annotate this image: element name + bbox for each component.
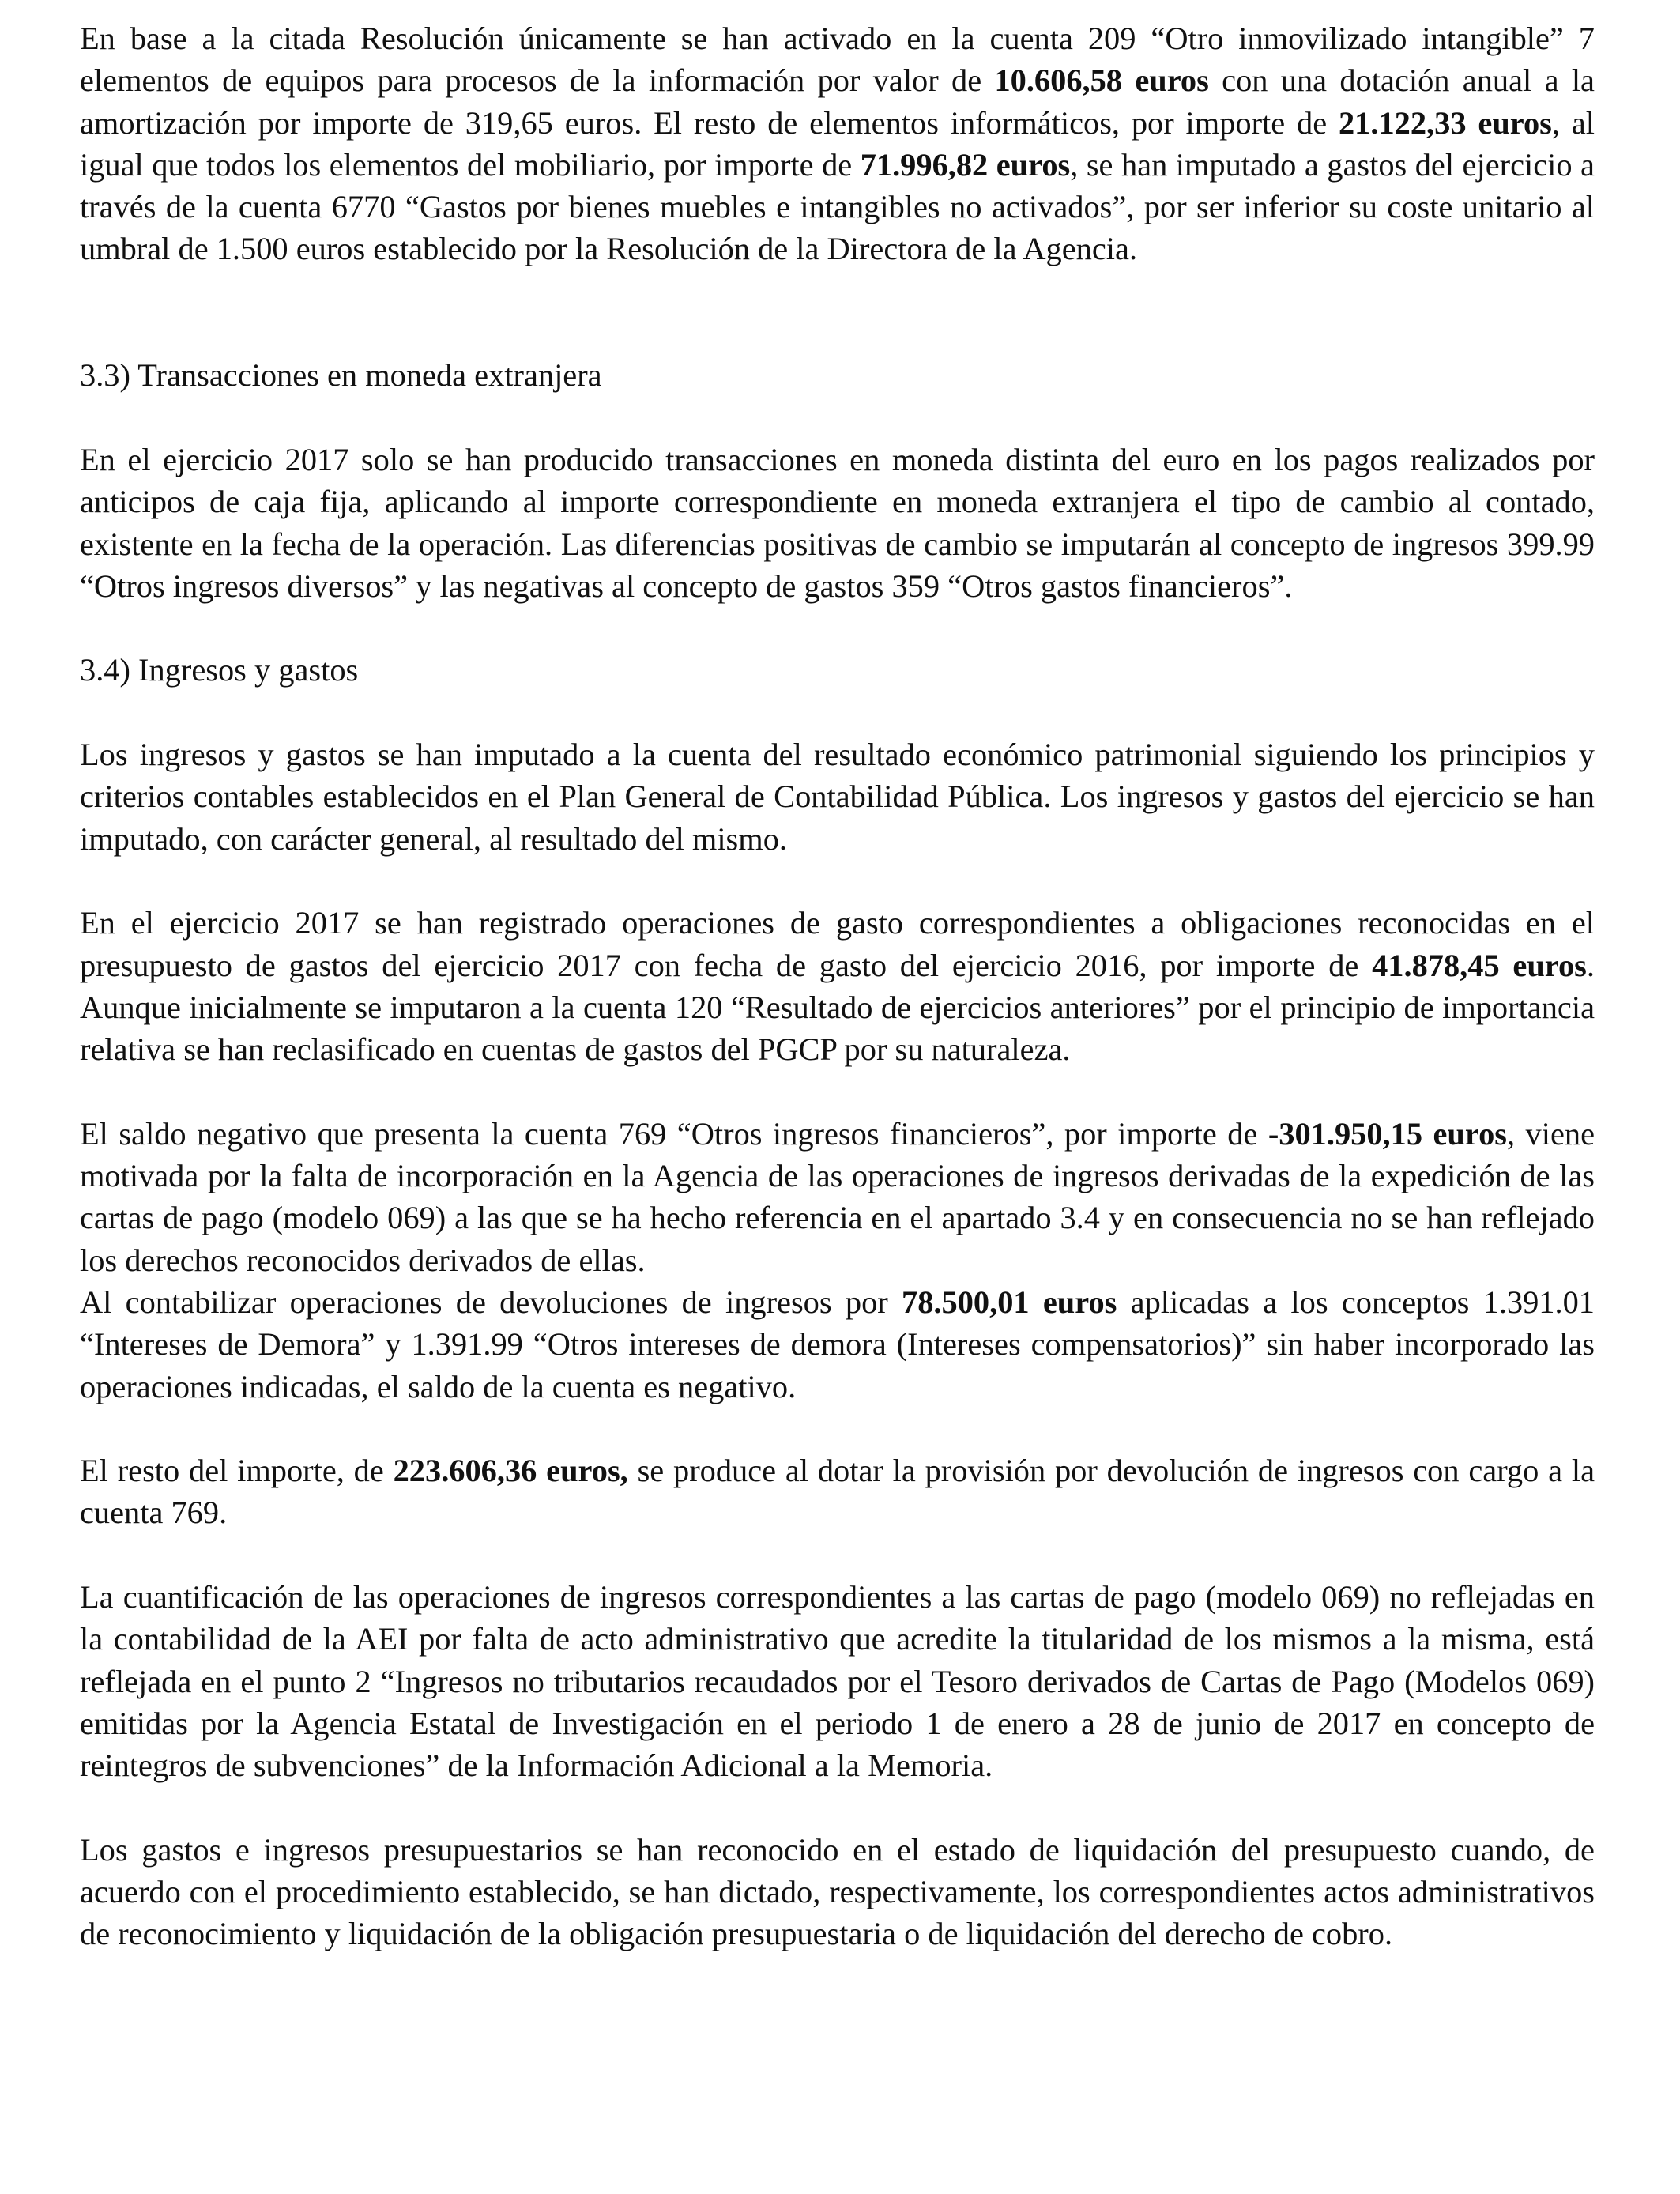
document-page [80, 17, 1595, 1955]
spacer [80, 607, 1595, 649]
amount-10606: 10.606,58 euros [994, 62, 1209, 99]
paragraph-negative-balance [80, 1113, 1595, 1281]
paragraph-text: , se han imputado a gastos del ejercicio a través de la cuenta 6770 “Gastos por bienes muebles e intangibles no activados”, por ser inferior su coste unitario al umbral de 1.500 euros establecido por la Resolución de la Directora de la Agencia. [80, 146, 1595, 267]
paragraph-text: , al igual que todos los elementos del mobiliario, por importe de [80, 104, 1595, 183]
paragraph-text: se produce al dotar la provisión por devolución de ingresos con cargo a la cuenta 769. [80, 1453, 1595, 1531]
paragraph-income-expenses: Los ingresos y gastos se han imputado a la cuenta del resultado económico patrimonial siguiendo los principios y criterios contables establecidos en el Plan General de Contabilidad Pública. Los ingresos y gastos del ejercicio se han imputado, con carácter general, al resultado del mismo. [80, 737, 1595, 857]
paragraph-remaining-amount [80, 1449, 1595, 1534]
spacer [80, 270, 1595, 355]
spacer [80, 1070, 1595, 1112]
spacer [80, 692, 1595, 733]
spacer [80, 1408, 1595, 1449]
amount-78500: 78.500,01 euros [902, 1284, 1117, 1320]
amount-223606: 223.606,36 euros, [393, 1453, 628, 1489]
section-heading-3-3: 3.3) Transacciones en moneda extranjera [80, 357, 602, 394]
spacer [80, 860, 1595, 902]
spacer [80, 397, 1595, 439]
paragraph-text: Al contabilizar operaciones de devoluciones de ingresos por [80, 1284, 902, 1320]
spacer [80, 1786, 1595, 1828]
paragraph-text: , viene motivada por la falta de incorporación en la Agencia de las operaciones de ingresos derivadas de la expedición de las cartas de pago (modelo 069) a las que se ha hecho referencia en el apartado 3.4 y en consecuencia no se han reflejado los derechos reconocidos derivados de ellas. [80, 1115, 1595, 1278]
paragraph-text: con una dotación anual a la amortización por importe de 319,65 euros. El resto de elementos informáticos, por importe de [80, 62, 1595, 141]
spacer [80, 1534, 1595, 1576]
amount-21122: 21.122,33 euros [1338, 104, 1552, 141]
paragraph-amortization [80, 17, 1595, 270]
amount-301950: -301.950,15 euros [1268, 1115, 1507, 1152]
paragraph-text: En base a la citada Resolución únicamente se han activado en la cuenta 209 “Otro inmovilizado intangible” 7 elementos de equipos para procesos de la información por valor de [80, 21, 1595, 99]
amount-41878: 41.878,45 euros [1372, 947, 1587, 983]
paragraph-budget-recognition: Los gastos e ingresos presupuestarios se han reconocido en el estado de liquidación del presupuesto cuando, de acuerdo con el procedimiento establecido, se han dictado, respectivamente, los correspondientes actos administrativos de reconocimiento y liquidación de la obligación presupuestaria o de liquidación del derecho de cobro. [80, 1831, 1595, 1952]
paragraph-text: . Aunque inicialmente se imputaron a la cuenta 120 “Resultado de ejercicios anteriores” por el principio de importancia relativa se han reclasificado en cuentas de gastos del PGCP por su naturaleza. [80, 947, 1595, 1068]
paragraph-refunds [80, 1281, 1595, 1408]
paragraph-text: El resto del importe, de [80, 1453, 394, 1489]
paragraph-foreign-currency: En el ejercicio 2017 solo se han producido transacciones en moneda distinta del euro en los pagos realizados por anticipos de caja fija, aplicando al importe correspondiente en moneda extranjera el tipo de cambio al contado, existente en la fecha de la operación. Las diferencias positivas de cambio se imputarán al concepto de ingresos 399.99 “Otros ingresos diversos” y las negativas al concepto de gastos 359 “Otros gastos financieros”. [80, 441, 1595, 604]
paragraph-text: aplicadas a los conceptos 1.391.01 “Intereses de Demora” y 1.391.99 “Otros intereses de demora (Intereses compensatorios)” sin haber incorporado las operaciones indicadas, el saldo de la cuenta es negativo. [80, 1284, 1595, 1404]
paragraph-text: En el ejercicio 2017 se han registrado operaciones de gasto correspondientes a obligaciones reconocidas en el presupuesto de gastos del ejercicio 2017 con fecha de gasto del ejercicio 2016, por importe de [80, 905, 1595, 983]
paragraph-text: El saldo negativo que presenta la cuenta 769 “Otros ingresos financieros”, por importe de [80, 1115, 1268, 1152]
paragraph-quantification: La cuantificación de las operaciones de ingresos correspondientes a las cartas de pago (modelo 069) no reflejadas en la contabilidad de la AEI por falta de acto administrativo que acredite la titularidad de los mismos a la misma, está reflejada en el punto 2 “Ingresos no tributarios recaudados por el Tesoro derivados de Cartas de Pago (Modelos 069) emitidas por la Agencia Estatal de Investigación en el periodo 1 de enero a 28 de junio de 2017 en concepto de reintegros de subvenciones” de la Información Adicional a la Memoria. [80, 1578, 1595, 1784]
paragraph-2016-obligations [80, 902, 1595, 1070]
amount-71996: 71.996,82 euros [860, 146, 1071, 183]
section-heading-3-4: 3.4) Ingresos y gastos [80, 652, 359, 688]
